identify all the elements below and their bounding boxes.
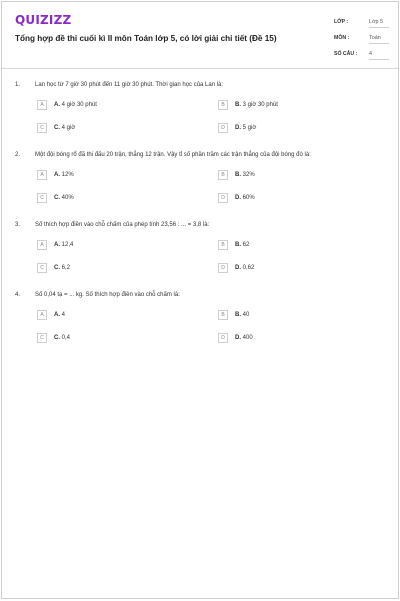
- option-text: 12,4: [61, 242, 74, 248]
- option-letter-box: B: [218, 310, 228, 320]
- question-3-option-c[interactable]: [37, 263, 187, 275]
- option-text: 0,4: [61, 335, 71, 341]
- question-number: 3.: [15, 222, 21, 228]
- question-2-option-a[interactable]: [37, 170, 187, 182]
- option-text: 4: [61, 312, 66, 318]
- question-2-option-d[interactable]: [218, 193, 368, 205]
- option-label: A.: [54, 172, 60, 178]
- meta-value-grade: Lớp 5: [369, 19, 389, 28]
- question-4-option-b[interactable]: [218, 310, 368, 322]
- option-text: 4 giờ: [61, 125, 76, 131]
- option-letter-box: C: [37, 263, 47, 273]
- worksheet-header: [2, 2, 398, 69]
- question-4-option-c[interactable]: [37, 333, 187, 345]
- option-label: B.: [235, 172, 241, 178]
- meta-value-subject: Toán: [369, 35, 389, 44]
- question-2-option-c[interactable]: [37, 193, 187, 205]
- question-1-option-b[interactable]: [218, 100, 368, 112]
- question-1-option-d[interactable]: [218, 123, 368, 135]
- option-letter-box: A: [37, 310, 47, 320]
- meta-label-grade: LỚP :: [334, 19, 349, 25]
- option-label: C.: [54, 125, 60, 131]
- option-letter-box: D: [218, 193, 228, 203]
- option-label: A.: [54, 102, 60, 108]
- option-label: B.: [235, 102, 241, 108]
- option-letter-box: C: [37, 333, 47, 343]
- option-text: 400: [242, 335, 253, 341]
- question-2: [2, 148, 400, 218]
- question-number: 4.: [15, 292, 21, 298]
- question-number: 2.: [15, 152, 21, 158]
- option-text: 32%: [242, 172, 255, 178]
- option-label: D.: [235, 125, 241, 131]
- meta-row-question-count: [334, 49, 390, 63]
- option-letter-box: B: [218, 240, 228, 250]
- question-text: Một đội bóng rổ đã thi đấu 20 trận, thắng 12 trận. Vậy tỉ số phần trăm các trận thắng của đội bóng đó là:: [35, 152, 311, 158]
- option-label: D.: [235, 335, 241, 341]
- worksheet-title: Tổng hợp đề thi cuối kì II môn Toán lớp 5, có lời giải chi tiết (Đề 15): [15, 34, 277, 43]
- question-3-option-a[interactable]: [37, 240, 187, 252]
- option-letter-box: A: [37, 100, 47, 110]
- option-letter-box: A: [37, 170, 47, 180]
- option-letter-box: D: [218, 263, 228, 273]
- question-4-option-d[interactable]: [218, 333, 368, 345]
- question-4-option-a[interactable]: [37, 310, 187, 322]
- option-text: 40: [242, 312, 250, 318]
- question-1-option-c[interactable]: [37, 123, 187, 135]
- option-text: 5 giờ: [242, 125, 257, 131]
- meta-label-question-count: SỐ CÂU :: [334, 51, 358, 57]
- option-label: B.: [235, 242, 241, 248]
- option-letter-box: C: [37, 193, 47, 203]
- option-text: 62: [242, 242, 250, 248]
- option-text: 4 giờ 30 phút: [61, 102, 97, 108]
- meta-row-subject: [334, 33, 390, 47]
- option-text: 60%: [242, 195, 255, 201]
- question-3-option-d[interactable]: [218, 263, 368, 275]
- option-label: C.: [54, 265, 60, 271]
- option-text: 12%: [61, 172, 74, 178]
- option-label: D.: [235, 195, 241, 201]
- option-letter-box: D: [218, 123, 228, 133]
- option-letter-box: B: [218, 170, 228, 180]
- option-letter-box: C: [37, 123, 47, 133]
- option-text: 0,62: [242, 265, 255, 271]
- meta-row-grade: [334, 17, 390, 31]
- question-list: [2, 78, 400, 358]
- option-label: D.: [235, 265, 241, 271]
- option-letter-box: A: [37, 240, 47, 250]
- question-3: [2, 218, 400, 288]
- meta-value-question-count: 4: [369, 51, 389, 60]
- question-text: Lan học từ 7 giờ 30 phút đến 11 giờ 30 phút. Thời gian học của Lan là:: [35, 82, 224, 88]
- question-1-option-a[interactable]: [37, 100, 187, 112]
- quizizz-logo: QUIZIZZ: [15, 13, 72, 27]
- question-2-option-b[interactable]: [218, 170, 368, 182]
- option-label: C.: [54, 195, 60, 201]
- question-4: [2, 288, 400, 358]
- option-label: C.: [54, 335, 60, 341]
- option-label: A.: [54, 242, 60, 248]
- question-text: Số 0,04 tạ = ... kg. Số thích hợp điền vào chỗ chấm là:: [35, 292, 180, 298]
- meta-label-subject: MÔN :: [334, 35, 350, 41]
- question-text: Số thích hợp điền vào chỗ chấm của phép tính 23,56 : ... = 3,8 là:: [35, 222, 210, 228]
- question-3-option-b[interactable]: [218, 240, 368, 252]
- worksheet-page: [1, 1, 399, 599]
- question-1: [2, 78, 400, 148]
- option-text: 3 giờ 30 phút: [242, 102, 278, 108]
- worksheet-meta: [334, 17, 390, 65]
- option-letter-box: B: [218, 100, 228, 110]
- option-label: A.: [54, 312, 60, 318]
- option-letter-box: D: [218, 333, 228, 343]
- option-text: 40%: [61, 195, 74, 201]
- question-number: 1.: [15, 82, 21, 88]
- option-label: B.: [235, 312, 241, 318]
- option-text: 6,2: [61, 265, 71, 271]
